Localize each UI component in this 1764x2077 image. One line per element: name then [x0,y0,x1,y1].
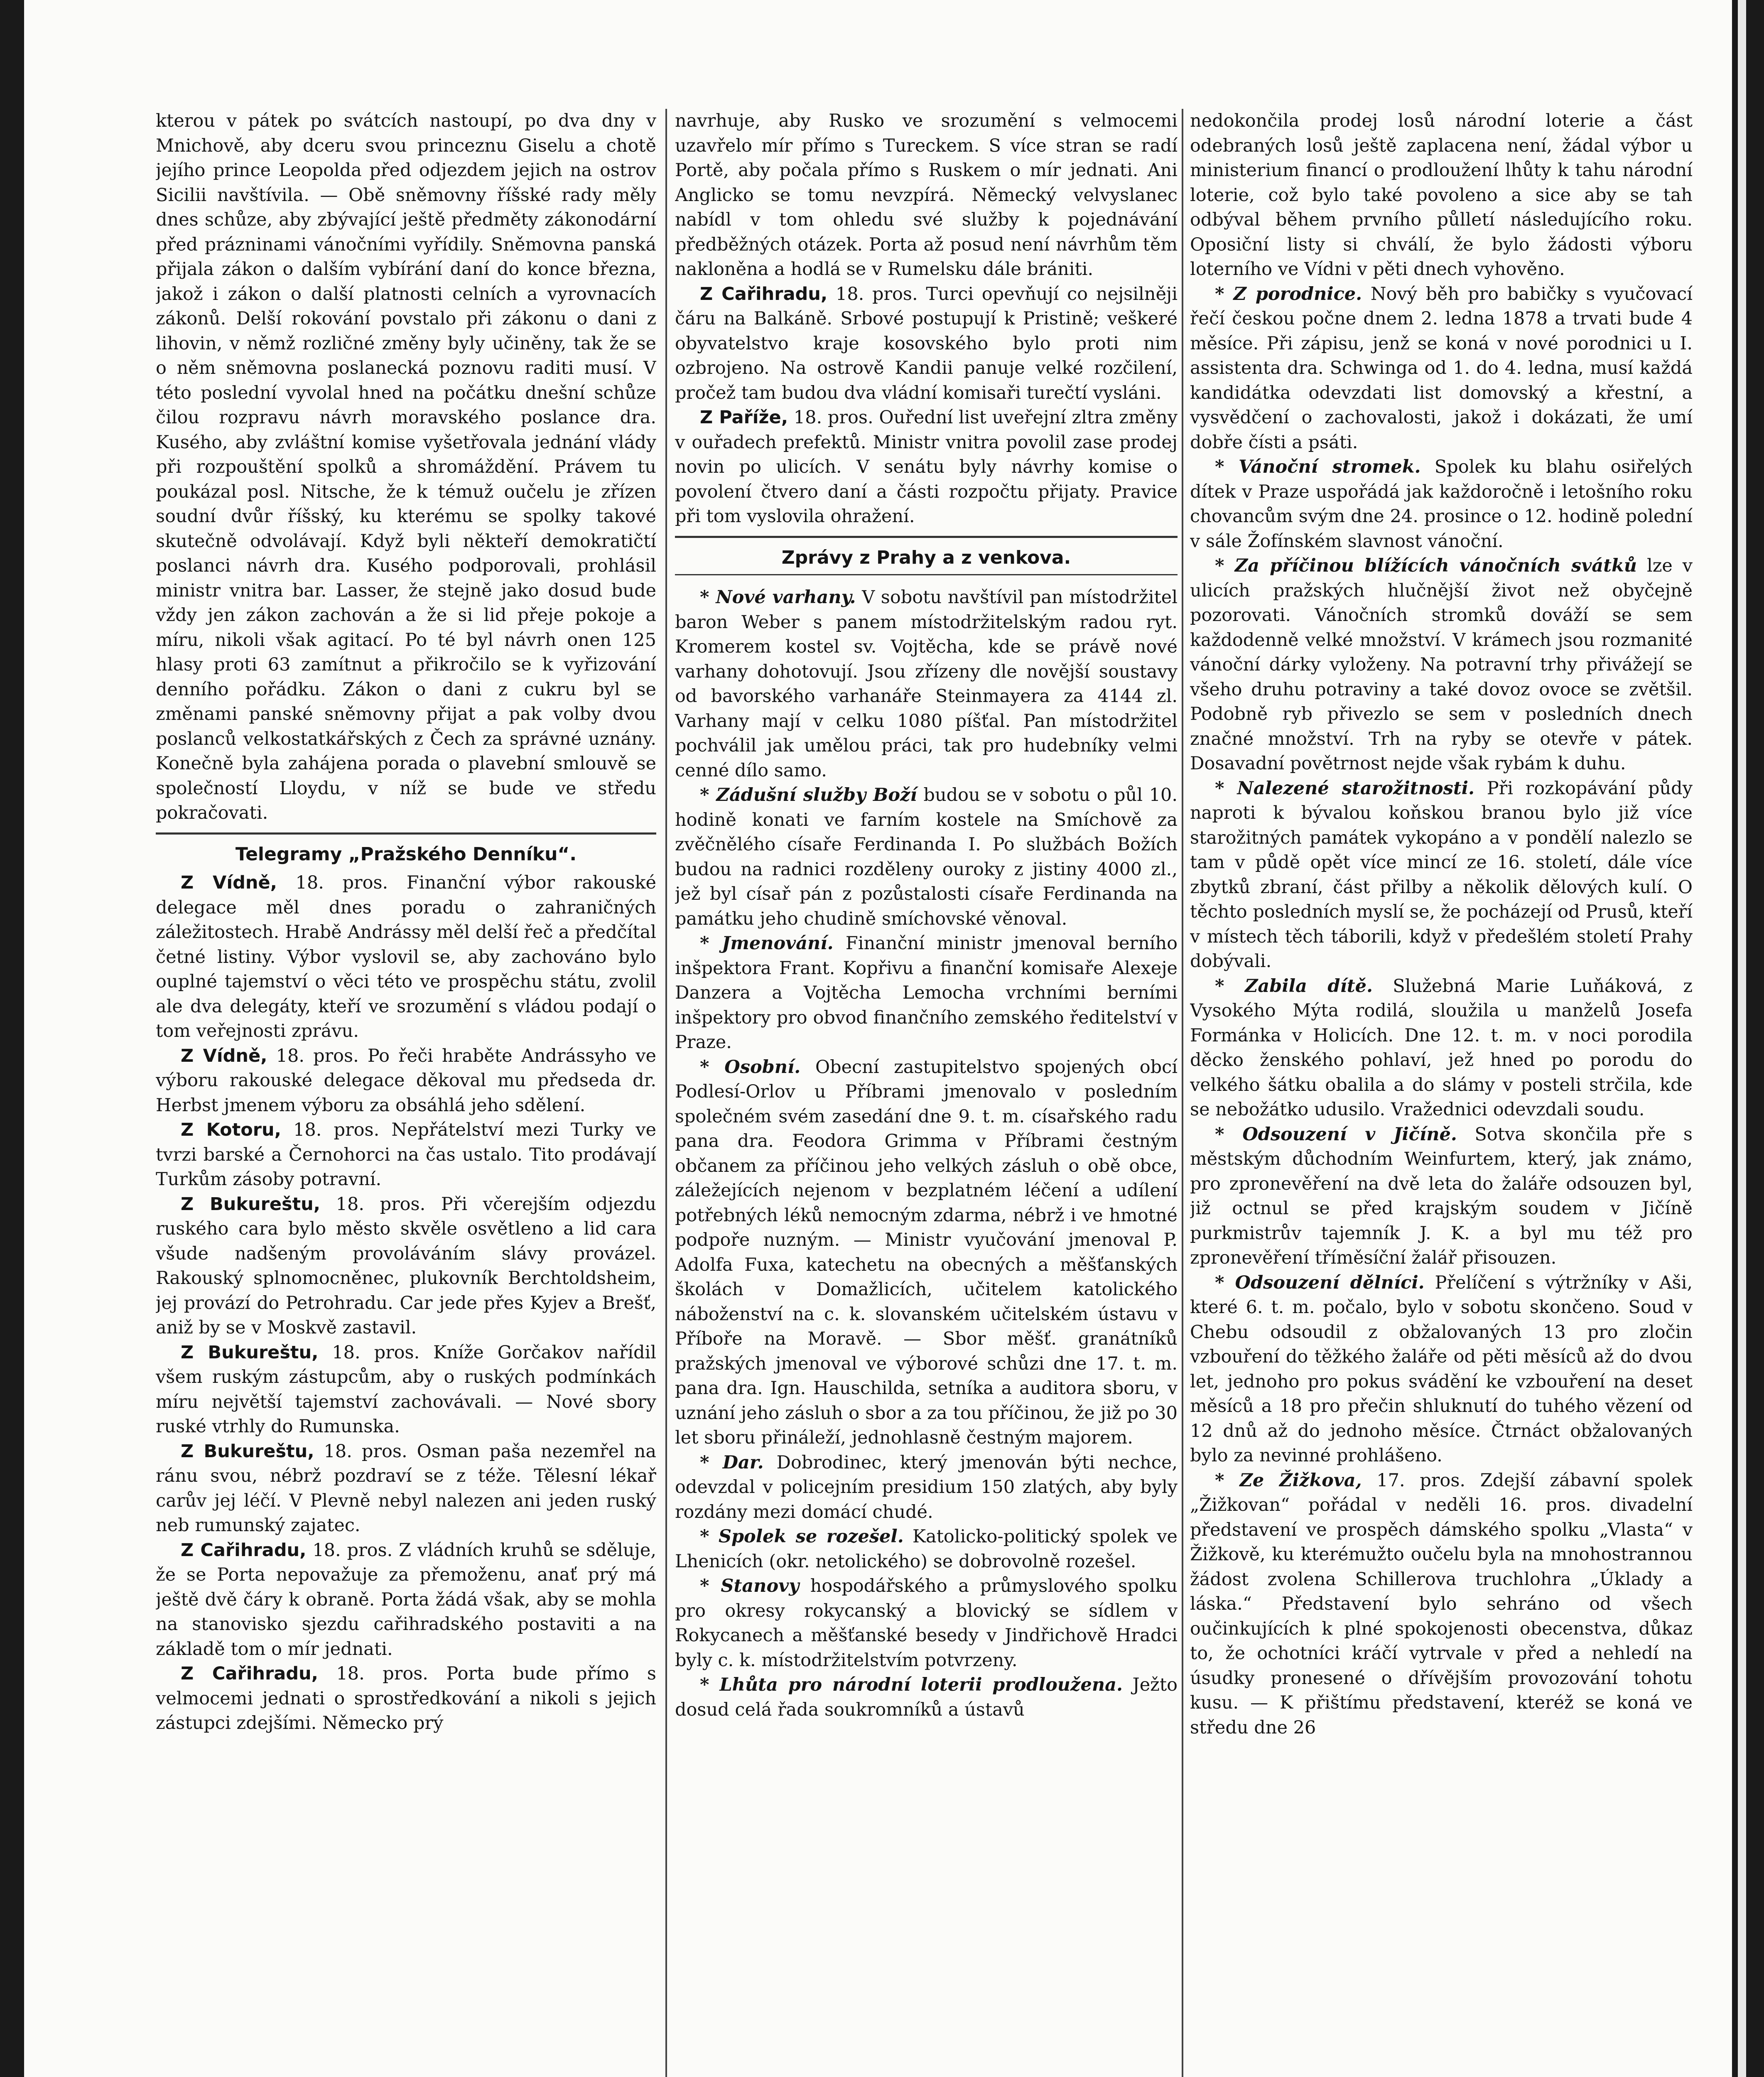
news-item [675,1673,1178,1722]
news-text: Obecní zastupitelstvo spojených obcí Podlesí-Orlov u Příbrami jmenovalo v posledním společném svém zasedání dne 9. t. m. císařského radu pana dra. Feodora Grimma v Příbrami čestným občanem za příčinou jeho velkých zásluh o obě obce, záležejících nejenom v bezplatném léčení a udílení potřebných léků nemocným zdarma, nébrž i ve hmotné podpoře nuzným. — Ministr vyučování jmenoval P. Adolfa Fuxa, katechetu na obecných a měšťanských školách v Domažlicích, učitelem katolického náboženství na c. k. slovanském učitelském ústavu v Příboře na Moravě. — Sbor měšť. granátníků pražských jmenoval ve výborové schůzi dne 17. t. m. pana dra. Ign. Hauschilda, setníka a auditora sboru, v uznání jeho zásluh o sbor a za tou příčinou, že již po 30 let sboru přináleží, jednohlasně čestným majorem. [675,1056,1178,1448]
telegram-continuation: navrhuje, aby Rusko ve srozumění s velmocemi uzavřelo mír přímo s Tureckem. S více stran se radí Portě, aby počala přímo s Ruskem o mír jednati. Ani Anglicko se tomu nevzpírá. Německý velvyslanec nabídl v tom ohledu své služby k pojednávání předběžných otázek. Porta až posud není návrhům těm nakloněna a hodlá se v Rumelsku dále brániti. [675,110,1178,280]
telegram-text: 18. pros. Osman paša nezemřel na ránu svou, nébrž pozdraví se z téže. Tělesní lékař carův jej léčí. V Plevně nebyl nalezen ani jeden ruský neb rumunský zajatec. [156,1441,656,1536]
telegram-item [156,1340,656,1439]
telegram-text: 18. pros. Turci opevňují co nejsilněji čáru na Balkáně. Srbové postupují k Pristině; veškeré obyvatelstvo kraje kosovského bylo proti nim ozbrojeno. Na ostrově Kandii panuje velké rozčilení, pročež tam budou dva vládní komisaři turečtí vysláni. [675,283,1178,403]
news-rubric: * Zádušní služby Boží [700,785,917,805]
telegram-item [675,282,1178,406]
telegram-place: Z Kotoru, [181,1120,281,1140]
telegram-text: 18. pros. Kníže Gorčakov nařídil všem ruským zástupcům, aby o ruských podmínkách míru největší tajemství zachovávali. — Nové sbory ruské vtrhly do Rumunska. [156,1342,656,1437]
news-text: Finanční ministr jmenoval berního inšpektora Frant. Kopřivu a finanční komisaře Alexeje Danzera a Vojtěcha Lemocha vrchními berními inšpektory pro obvod finančního zemského ředitelství v Praze. [675,933,1178,1053]
section-rule [156,832,656,835]
vienna-report-paragraph: kterou v pátek po svátcích nastoupí, po dva dny v Mnichově, aby dceru svou princeznu Giselu a chotě jejího prince Leopolda před odjezdem jejich na ostrov Sicilii navštívila. — Obě sněmovny říšské rady měly dnes schůze, aby zbývající ještě předměty zákonodární před prázninami vánočními vyřídily. Sněmovna panská přijala zákon o dalším vybírání daní do konce března, jakož i zákon o další platnosti celních a vyrovnacích zákonů. Delší rokování povstalo při zákonu o dani z lihovin, v němž rozličné změny byly učiněny, tak že se o něm sněmovna poslanecká poznovu raditi musí. V této poslední vyvolal hned na počátku dnešní schůze čilou rozpravu návrh moravského poslance dra. Kusého, aby zvláštní komise vyšetřovala jednání vlády při rozpouštění spolků a shromáždění. Právem tu poukázal posl. Nitsche, že k témuž oučelu je zřízen soudní dvůr říšský, ku kterému se spolky takové skutečně odvolávají. Když byli někteří demokratičtí poslanci návrh dra. Kusého podporovali, prohlásil ministr vnitra bar. Lasser, že stejně jako dosud bude vždy jen zákon zachován a že si lid přeje pokoje a míru, nikoli však agitací. Po té byl návrh onen 125 hlasy proti 63 zamítnut a přikročilo se k vyřizování denního pořádku. Zákon o dani z cukru byl se změnami panské sněmovny přijat a pak volby dvou poslanců velkostatkářských z Čech za správné uznány. Konečně byla zahájena porada o plavební smlouvě se společností Lloydu, v níž se bude ve středu pokračovati. [156,110,656,823]
telegram-text: 18. pros. Po řeči hraběte Andrássyho ve výboru rakouské delegace děkoval mu předseda dr. Herbst jmenem výboru za obsáhlá jeho sdělení. [156,1045,656,1116]
telegram-text: 18. pros. Finanční výbor rakouské delegace měl dnes poradu o zahraničných záležitostech. Hrabě Andrássy měl delší řeč a předčítal četné listiny. Výbor vyslovil se, aby zachováno bylo ouplné tajemství o věci této ve prospěchu státu, zvolil ale dva delegáty, kteří ve srozumění s vládou podají o tom veřejnosti zprávu. [156,872,656,1041]
news-rubric: * Lhůta pro národní loterii prodloužena. [700,1674,1123,1695]
news-text: Sotva skončila pře s městským důchodním Weinfurtem, který, jak známo, pro zpronevěření na dvě leta do žaláře odsouzen byl, již octnul se před krajským soudem v Jičíně purkmistrův tajemník J. K. a byl mu též pro zpronevěření tříměsíční žalář přisouzen. [1190,1124,1693,1268]
telegram-place: Z Bukureštu, [181,1193,321,1215]
news-item [1190,1468,1693,1741]
news-item [675,1451,1178,1525]
telegram-place: Z Bukureštu, [181,1441,314,1462]
telegram-place: Z Cařihradu, [181,1539,307,1561]
news-rubric: * Stanovy [700,1576,800,1596]
news-item [1190,1122,1693,1271]
telegram-text: 18. pros. Ouřední list uveřejní zltra změny v ouřadech prefektů. Ministr vnitra povolil zase prodej novin po ulicích. V senátu byly návrhy komise o povolení čtvero daní a části rozpočtu přijaty. Pravice při tom vyslovila ohražení. [675,407,1178,527]
news-rubric: * Nové varhany. [700,587,856,608]
news-item [675,1525,1178,1574]
telegram-place: Z Cařihradu, [700,283,828,304]
news-text: Ježto dosud celá řada soukromníků a ústavů [675,1674,1178,1720]
scan-border-right [1732,0,1764,2077]
news-item [1190,776,1693,974]
news-text: hospodářského a průmyslového spolku pro okresy rokycanský a blovický se sídlem v Rokycanech a měšťanské besedy v Jindřichově Hradci byly c. k. místodržitelstvím potvrzeny. [675,1576,1178,1671]
news-item [675,931,1178,1055]
telegram-text: 18. pros. Porta bude přímo s velmocemi jednati o sprostředkování a nikoli s jejich zástupci zdejšími. Německo prý [156,1663,656,1733]
news-item [1190,1271,1693,1468]
news-item [675,585,1178,783]
telegram-item [156,1662,656,1736]
column-3 [1190,109,1693,2077]
telegram-item [156,1044,656,1118]
news-text: budou se v sobotu o půl 10. hodině konati ve farním kostele na Smíchově za zvěčnělého císaře Ferdinanda I. Po službách Božích budou na radnici rozděleny ouroky z jistiny 4000 zl., jež byl císař pán z pozůstalosti císaře Ferdinanda na památku jeho chudině smíchovské věnoval. [675,785,1178,929]
column-divider-1 [665,109,667,2077]
news-rubric: * Zabila dítě. [1215,975,1373,997]
news-rubric: * Vánoční stromek. [1215,457,1421,477]
telegram-text: 18. pros. Z vládních kruhů se sděluje, že se Porta nepovažuje za přemoženu, anať prý má ještě dvě čáry k obraně. Porta žádá však, aby se mohla na stanovisko sjezdu cařihradského postaviti a na základě tom o mír jednati. [156,1539,656,1660]
telegram-item [156,1538,656,1662]
news-text: V sobotu navštívil pan místodržitel baron Weber s panem místodržitelským radou ryt. Kromerem kostel sv. Vojtěcha, kde se právě nové varhany dohotovují. Jsou zřízeny dle novější soustavy od bavorského varhanáře Steinmayera za 4144 zl. Varhany mají v celku 1080 píšťal. Pan místodržitel pochválil jak umělou práci, tak pro hudebníky velmi cenné dílo samo. [675,587,1178,781]
column-1 [156,109,656,2077]
news-text: Spolek ku blahu osiřelých dítek v Praze uspořádá jak každoročně i letošního roku chovancům svým dne 24. prosince o 12. hodině polední v sále Žofínském slavnost vánoční. [1190,457,1693,552]
news-text: Přelíčení s výtržníky v Aši, které 6. t. m. počalo, bylo v sobotu skončeno. Soud v Chebu odsoudil z obžalovaných 13 pro zločin vzbouření do těžkého žaláře od pěti měsíců až do dvou let, jednoho pro pokus svádění ke vzbouření na deset měsíců a 18 pro přečin shluknutí do tuhého vězení od 12 dnů až do jednoho měsíce. Čtrnáct obžalovaných bylo za nevinné prohlášeno. [1190,1272,1693,1466]
news-rubric: * Ze Žižkova, [1215,1470,1362,1491]
telegram-place: Z Bukureštu, [181,1342,319,1363]
heading-underline [675,574,1178,575]
news-rubric: * Jmenování. [700,933,834,954]
news-text: Katolicko-politický spolek ve Lhenicích (okr. netolického) se dobrovolně rozešel. [675,1526,1178,1572]
telegrams-heading: Telegramy „Pražského Denníku“. [235,843,577,865]
telegram-item [675,405,1178,529]
news-text: lze v ulicích pražských hlučnější život než obyčejně pozorovati. Vánočních stromků dováží se sem každodenně velké množství. V krámech jsou rozmanité vánoční dárky vyloženy. Na potravní trhy přivážejí se všeho druhu potraviny a také dovoz ovoce se zvětšil. Podobně ryb přivezlo se sem v posledních dnech značné množství. Trh na ryby se otevře v pátek. Dosavadní povětrnost nejde však rybám k duhu. [1190,555,1693,774]
news-item [1190,554,1693,776]
news-item [675,1055,1178,1451]
news-item [1190,455,1693,554]
section-rule [675,536,1178,538]
news-rubric: * Odsouzení dělníci. [1215,1272,1425,1293]
telegram-place: Z Vídně, [181,1045,267,1066]
news-item [675,1574,1178,1673]
news-item [675,783,1178,931]
telegram-text: 18. pros. Nepřátelství mezi Turky ve tvrzi barské a Černohorci na čas ustalo. Tito prodávají Turkům zásoby potravní. [156,1120,656,1190]
news-rubric: * Dar. [700,1452,764,1473]
news-text: Služebná Marie Luňáková, z Vysokého Mýta rodilá, sloužila u manželů Josefa Formánka v Holicích. Dne 12. t. m. v noci porodila děcko ženského pohlaví, jež hned po porodu do velkého šátku obalila a do slámy v posteli strčila, kde se nebožátko udusilo. Vražednici odevzdali soudu. [1190,975,1693,1120]
telegram-place: Z Paříže, [700,407,788,428]
news-text: Nový běh pro babičky s vyučovací řečí českou počne dnem 2. ledna 1878 a trvati bude 4 měsíce. Při zápisu, jenž se koná v nové porodnici u I. assistenta dra. Schwinga od 1. do 4. ledna, musí každá kandidátka odevzdati list domovský a křestní, a vysvědčení o zachovalosti, jakož i dokázati, že umí dobře čísti a psáti. [1190,283,1693,453]
news-heading: Zprávy z Prahy a z venkova. [781,547,1071,568]
news-rubric: * Z porodnice. [1215,283,1362,304]
scan-border-left [0,0,24,2077]
news-item [1190,282,1693,455]
telegram-place: Z Cařihradu, [181,1663,318,1684]
news-rubric: * Odsouzení v Jičíně. [1215,1124,1457,1145]
news-rubric: * Osobní. [700,1056,801,1078]
column-divider-2 [1182,109,1183,2077]
telegram-item [156,1439,656,1538]
news-rubric: * Nalezené starožitnosti. [1215,778,1474,799]
column-2 [675,109,1178,2077]
news-text: 17. pros. Zdejší zábavní spolek „Žižkovan“ pořádal v neděli 16. pros. divadelní představení ve prospěch dámského spolku „Vlasta“ v Žižkově, ku kterémužto oučelu byla na mnohostrannou žádost zvolena Schillerova truchlohra „Úklady a láska.“ Představení bylo sehráno od všech oučinkujících k plné spokojenosti obecenstva, důkaz to, že ochotníci kráčí vytrvale v před a nehledí na úsudky pronesené o dřívějším provozování tohotu kusu. — K přištímu představení, kteréž se koná ve středu dne 26 [1190,1470,1693,1738]
telegram-text: 18. pros. Při včerejším odjezdu ruského cara bylo město skvěle osvětleno a lid cara všude nadšeným provoláváním slávy provázel. Rakouský splnomocněnec, plukovník Berchtoldsheim, jej provází do Petrohradu. Car jede přes Kyjev a Brešť, aniž by se v Moskvě zastavil. [156,1193,656,1338]
telegram-item [156,1118,656,1192]
news-item [1190,974,1693,1122]
news-text: Při rozkopávání půdy naproti k bývalou koňskou branou bylo již více starožitných památek vykopáno a v pondělí nalezlo se tam v půdě opět více mincí ze 16. století, dále více zbytků zbraní, část přilby a několik dělových kulí. O těchto posledních myslí se, že pocházejí od Prusů, kteří v místech těch táborili, když v předešlém století Prahy dobývali. [1190,778,1693,972]
news-rubric: * Spolek se rozešel. [700,1526,904,1547]
news-rubric: * Za příčinou blížících vánočních svátků [1215,555,1637,576]
telegram-item [156,871,656,1044]
scan-border-right-inner [1738,0,1746,2077]
telegram-item [156,1192,656,1340]
telegram-place: Z Vídně, [181,872,277,893]
news-continuation: nedokončila prodej losů národní loterie a část odebraných losů ještě zaplacena není, žádal výbor u ministerium financí o prodloužení lhůty k tahu národní loterie, což bylo také povoleno a sice aby se tah odbýval během prvního půlletí následujícího roku. Oposiční listy si chválí, že bylo žádosti výboru loterního ve Vídni v pěti dnech vyhověno. [1190,110,1693,280]
news-text: Dobrodinec, který jmenován býti nechce, odevzdal v policejním presidium 150 zlatých, aby byly rozdány mezi domácí chudé. [675,1452,1178,1522]
